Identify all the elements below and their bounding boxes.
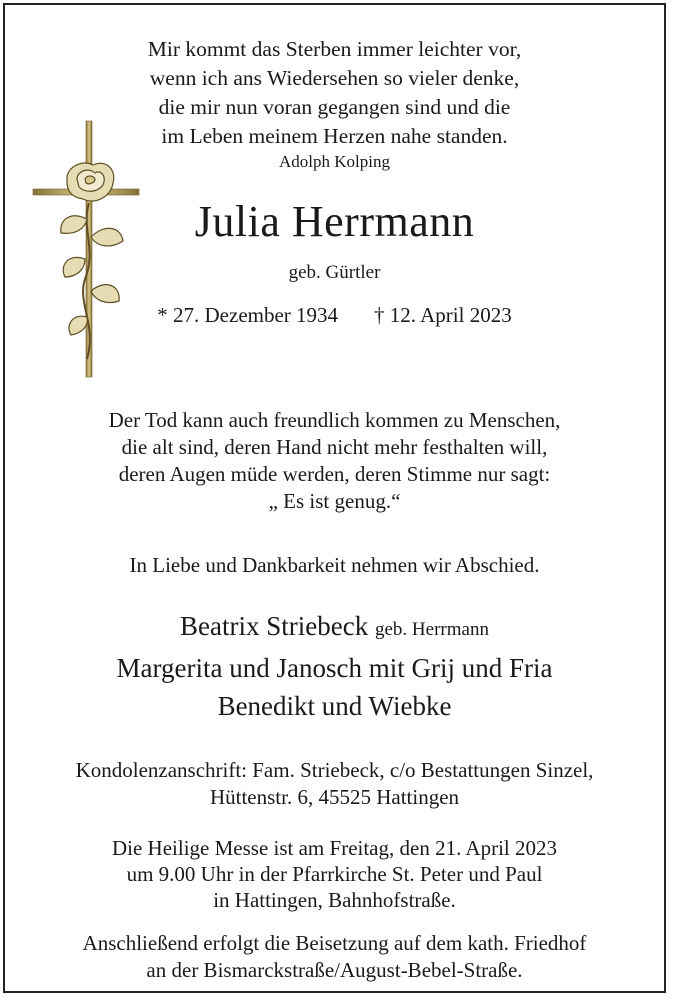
family-member-note: geb. Herrmann <box>374 619 489 640</box>
family-line: Margerita und Janosch mit Grij und Fria <box>116 653 553 683</box>
death-date: † 12. April 2023 <box>374 303 512 327</box>
family-names <box>5 607 664 725</box>
burial-line: Anschließend erfolgt die Beisetzung auf dem kath. Friedhof <box>82 931 587 955</box>
mass-line: Die Heilige Messe ist am Freitag, den 21. April 2023 <box>111 836 557 860</box>
quote-line: im Leben meinem Herzen nahe standen. <box>161 124 508 148</box>
birth-date: * 27. Dezember 1934 <box>157 303 339 327</box>
quote-author: Adolph Kolping <box>279 152 390 171</box>
verse-line: Der Tod kann auch freundlich kommen zu Menschen, <box>108 408 561 432</box>
cross-with-rose-icon <box>31 119 151 379</box>
maiden-name: geb. Gürtler <box>288 262 381 283</box>
condolence-address <box>5 757 664 811</box>
family-member: Beatrix Striebeck <box>180 611 369 641</box>
verse <box>5 407 664 515</box>
deceased-name: Julia Herrmann <box>194 197 475 246</box>
farewell-line: In Liebe und Dankbarkeit nehmen wir Abschied. <box>129 553 540 577</box>
family-line <box>5 607 664 649</box>
verse-line: „ Es ist genug.“ <box>268 489 401 513</box>
quote-line: Mir kommt das Sterben immer leichter vor, <box>147 37 522 61</box>
family-line: Benedikt und Wiebke <box>217 691 452 721</box>
mass-info <box>5 835 664 913</box>
mass-line: in Hattingen, Bahnhofstraße. <box>213 888 456 912</box>
condolence-line: Kondolenzanschrift: Fam. Striebeck, c/o Bestattungen Sinzel, <box>75 758 594 782</box>
burial-info <box>5 930 664 984</box>
condolence-line: Hüttenstr. 6, 45525 Hattingen <box>209 785 460 809</box>
quote-line: wenn ich ans Wiedersehen so vieler denke, <box>149 66 520 90</box>
verse-line: die alt sind, deren Hand nicht mehr festhalten will, <box>121 435 548 459</box>
life-dates <box>5 300 664 330</box>
obituary-card <box>3 3 666 993</box>
quote-line: die mir nun voran gegangen sind und die <box>158 95 511 119</box>
mass-line: um 9.00 Uhr in der Pfarrkirche St. Peter und Paul <box>126 862 543 886</box>
burial-line: an der Bismarckstraße/August-Bebel-Straße. <box>146 958 523 982</box>
verse-line: deren Augen müde werden, deren Stimme nur sagt: <box>118 462 551 486</box>
